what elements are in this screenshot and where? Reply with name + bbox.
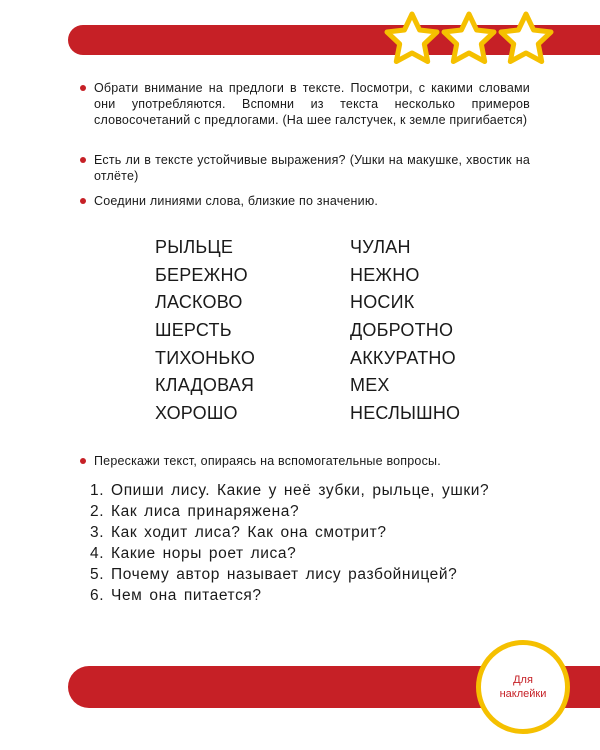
question-list — [90, 480, 489, 606]
stars-rating — [382, 10, 600, 70]
sticker-label-line2: наклейки — [499, 688, 547, 700]
bullet-text: Соедини линиями слова, близкие по значению. — [94, 194, 379, 208]
word-item: ЧУЛАН — [350, 237, 411, 257]
word-item: ДОБРОТНО — [350, 320, 454, 341]
bullet-dot — [80, 85, 86, 91]
bullet-text: Обрати внимание на предлоги в тексте. Посмотри, с какими словами они употребляются. Вспомни из текста несколько примеров словосочетаний с предлогами. (На шее галстучек, к земле пригибается) — [94, 81, 530, 127]
star-icon — [439, 10, 499, 68]
question-item: 1. Опиши лису. Какие у неё зубки, рыльце, ушки? — [90, 482, 490, 499]
sticker-label — [500, 673, 547, 701]
question-item: 3. Как ходит лиса? Как она смотрит? — [90, 524, 387, 541]
question-item: 6. Чем она питается? — [90, 587, 262, 604]
sticker-label-line1: Для — [513, 674, 533, 686]
word-item: ТИХОНЬКО — [155, 347, 256, 368]
word-item: АККУРАТНО — [350, 347, 456, 368]
word-item: НОСИК — [350, 292, 415, 313]
word-item: ХОРОШО — [155, 403, 238, 424]
question-item: 2. Как лиса принаряжена? — [90, 503, 300, 520]
bullet-idioms — [80, 152, 530, 184]
question-item: 5. Почему автор называет лису разбойницей? — [90, 566, 458, 583]
star-icon — [382, 10, 442, 68]
star-icon — [496, 10, 556, 68]
bullet-text: Есть ли в тексте устойчивые выражения? (Ушки на макушке, хвостик на отлёте) — [94, 153, 530, 183]
bullet-matching — [80, 193, 530, 209]
bullet-text: Перескажи текст, опираясь на вспомогательные вопросы. — [94, 454, 441, 468]
bullet-dot — [80, 458, 86, 464]
bullet-prepositions — [80, 80, 530, 128]
matching-right-column — [350, 234, 460, 428]
bullet-retell — [80, 453, 530, 469]
sticker-placeholder — [476, 640, 570, 734]
matching-left-column — [155, 234, 255, 428]
word-item: РЫЛЬЦЕ — [155, 237, 234, 257]
bullet-dot — [80, 198, 86, 204]
word-item: ЛАСКОВО — [155, 292, 243, 313]
word-item: КЛАДОВАЯ — [155, 375, 255, 396]
word-item: НЕСЛЫШНО — [350, 403, 461, 424]
bullet-dot — [80, 157, 86, 163]
question-item: 4. Какие норы роет лиса? — [90, 545, 297, 562]
word-item: БЕРЕЖНО — [155, 264, 248, 285]
word-item: МЕХ — [350, 375, 390, 396]
word-item: ШЕРСТЬ — [155, 320, 232, 341]
word-item: НЕЖНО — [350, 264, 420, 285]
